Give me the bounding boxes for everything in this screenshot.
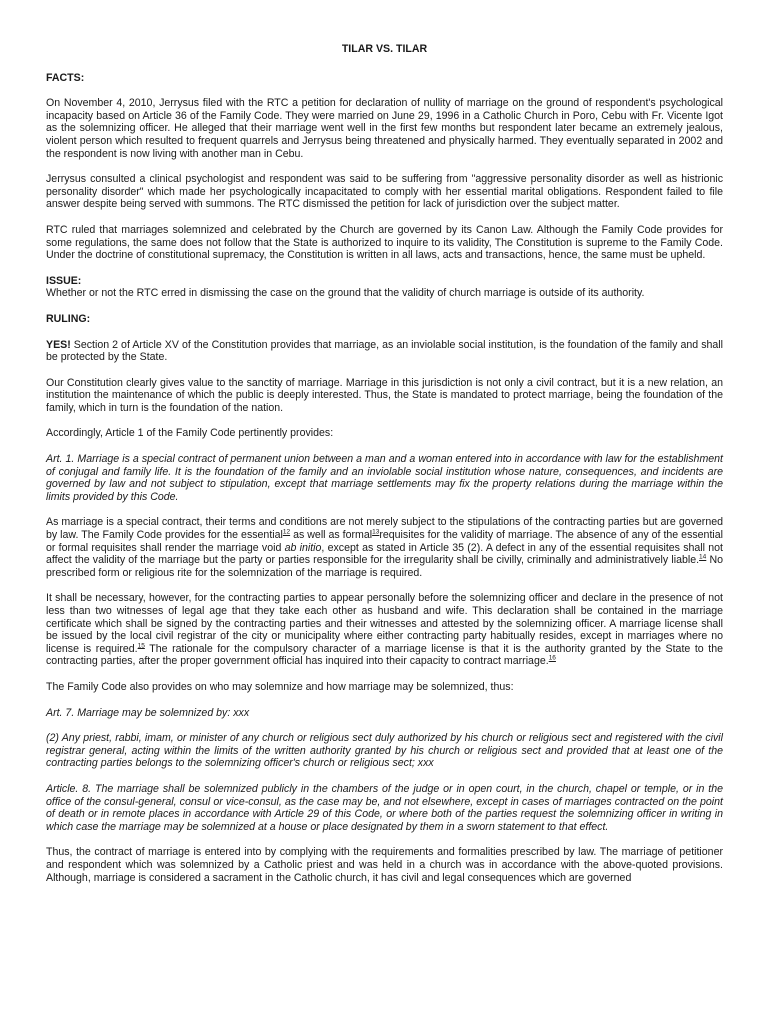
ruling-paragraph-1-text: Section 2 of Article XV of the Constitution provides that marriage, as an inviolable social institution, is the foundation of the family and shall be protected by the State. xyxy=(46,338,723,364)
facts-paragraph-1: On November 4, 2010, Jerrysus filed with the RTC a petition for declaration of nullity of marriage on the ground of respondent's psychological incapacity based on Article 36 of the Family Code. They were married on June 29, 1996 in a Catholic Church in Poro, Cebu with Fr. Vicente Igot as the solemnizing officer. He alleged that their marriage went well in the first few months but respondent later became an extremely jealous, violent person which resulted to frequent quarrels and Jerrysus being threatened and physically harmed. They eventually separated in 2002 and the respondent is now living with another man in Cebu. xyxy=(46,97,723,160)
facts-paragraph-2: Jerrysus consulted a clinical psychologist and respondent was said to be suffering from "aggressive personality disorder as well as histrionic personality disorder" which made her psychologically incapacitated to comply with her essential marital obligations. Respondent failed to file answer despite being served with summons. The RTC dismissed the petition for lack of jurisdiction over the subject matter. xyxy=(46,173,723,211)
ab-initio-term: ab initio xyxy=(284,541,322,554)
article-7-item-2-quote: (2) Any priest, rabbi, imam, or minister of any church or religious sect duly authorized by his church or religious sect and registered with the civil registrar general, acting within the limits of the written authority granted by his church or religious sect and provided that at least one of the contracting parties belongs to the solemnizing officer's church or religious sect; xxx xyxy=(46,732,723,770)
facts-heading: FACTS: xyxy=(46,71,85,84)
issue-text: Whether or not the RTC erred in dismissing the case on the ground that the validity of church marriage is outside of its authority. xyxy=(46,287,645,300)
ruling-p5-text-b: as well as formal xyxy=(290,529,373,542)
ruling-p5-text-c: requisites for the validity of marriage. The absence of any of the essential or formal requisites shall render the marriage void xyxy=(46,529,723,554)
ruling-p5-text-d: , except as stated in Article 35 (2). A defect in any of the essential requisites shall not affect the validity of the marriage but the party or parties responsible for the irregularity shall be civilly, criminally and administratively liable. xyxy=(46,541,723,567)
page-title: TILAR VS. TILAR xyxy=(341,43,428,55)
article-7-quote: Art. 7. Marriage may be solemnized by: xxx xyxy=(46,706,250,719)
footnote-15-link[interactable]: 15 xyxy=(137,642,145,650)
ruling-paragraph-7: The Family Code also provides on who may solemnize and how marriage may be solemnized, thus: xyxy=(46,680,514,693)
ruling-p6-text-a: It shall be necessary, however, for the contracting parties to appear personally before the solemnizing officer and declare in the presence of not less than two witnesses of legal age that they take each other as husband and wife. This declaration shall be contained in the marriage certificate which shall be signed by the contracting parties and their witnesses and attested by the solemnizing officer. A marriage license shall be issued by the local civil registrar of the city or municipality where either contracting party habitually resides, except in marriages where no license is required. xyxy=(46,592,723,655)
article-1-quote: Art. 1. Marriage is a special contract of permanent union between a man and a woman entered into in accordance with law for the establishment of conjugal and family life. It is the foundation of the family and an inviolable social institution whose nature, consequences, and incidents are governed by law and not subject to stipulation, except that marriage settlements may fix the property relations during the marriage within the limits provided by this Code. xyxy=(46,453,723,503)
issue-heading: ISSUE: xyxy=(46,274,82,287)
ruling-heading: RULING: xyxy=(46,312,91,325)
footnote-13-link[interactable]: 13 xyxy=(372,528,380,536)
ruling-paragraph-2: Our Constitution clearly gives value to the sanctity of marriage. Marriage in this jurisdiction is not only a civil contract, but it is a new relation, an institution the maintenance of which the public is deeply interested. Thus, the State is mandated to protect marriage, being the foundation of the family, which in turn is the foundation of the nation. xyxy=(46,376,723,414)
ruling-p5-text-a: As marriage is a special contract, their terms and conditions are not merely subject to the stipulations of the contracting parties but are governed by law. The Family Code provides for the essential xyxy=(46,516,723,542)
ruling-final-paragraph: Thus, the contract of marriage is entered into by complying with the requirements and formalities prescribed by law. The marriage of petitioner and respondent which was solemnized by a Catholic priest and was held in a church was in accordance with the above-quoted provisions. Although, marriage is considered a sacrament in the Catholic church, it has civil and legal consequences which are governed xyxy=(46,846,723,884)
ruling-p6-text-b: The rationale for the compulsory character of a marriage license is that it is the authority granted by the State to the contracting parties, after the proper government official has inquired into their capacity to contract marriage. xyxy=(46,642,724,668)
footnote-16-link[interactable]: 16 xyxy=(548,654,556,662)
footnote-12-link[interactable]: 12 xyxy=(282,528,291,536)
ruling-p5-text-e: No prescribed form or religious rite for the solemnization of the marriage is required. xyxy=(46,554,723,579)
ruling-paragraph-6 xyxy=(46,592,723,668)
facts-paragraph-3: RTC ruled that marriages solemnized and celebrated by the Church are governed by its Canon Law. Although the Family Code provides for some regulations, the same does not follow that the State is authorized to inquire to its validity, The Constitution is supreme to the Family Code. Under the doctrine of constitutional supremacy, the Constitution is written in all laws, acts and transactions, hence, the same must be upheld. xyxy=(46,223,723,262)
article-8-quote: Article. 8. The marriage shall be solemnized publicly in the chambers of the judge or in open court, in the church, chapel or temple, or in the office of the consul-general, consul or vice-consul, as the case may be, and not elsewhere, except in cases of marriages contracted on the point of death or in remote places in accordance with Article 29 of this Code, or where both of the parties request the solemnizing officer in writing in which case the marriage may be solemnized at a house or place designated by them in a sworn statement to that effect. xyxy=(46,782,723,833)
yes-label: YES! xyxy=(46,338,71,351)
footnote-14-link[interactable]: 14 xyxy=(699,553,707,561)
ruling-paragraph-5 xyxy=(46,516,723,579)
ruling-paragraph-3: Accordingly, Article 1 of the Family Code pertinently provides: xyxy=(46,427,334,440)
ruling-paragraph-1 xyxy=(46,339,723,364)
